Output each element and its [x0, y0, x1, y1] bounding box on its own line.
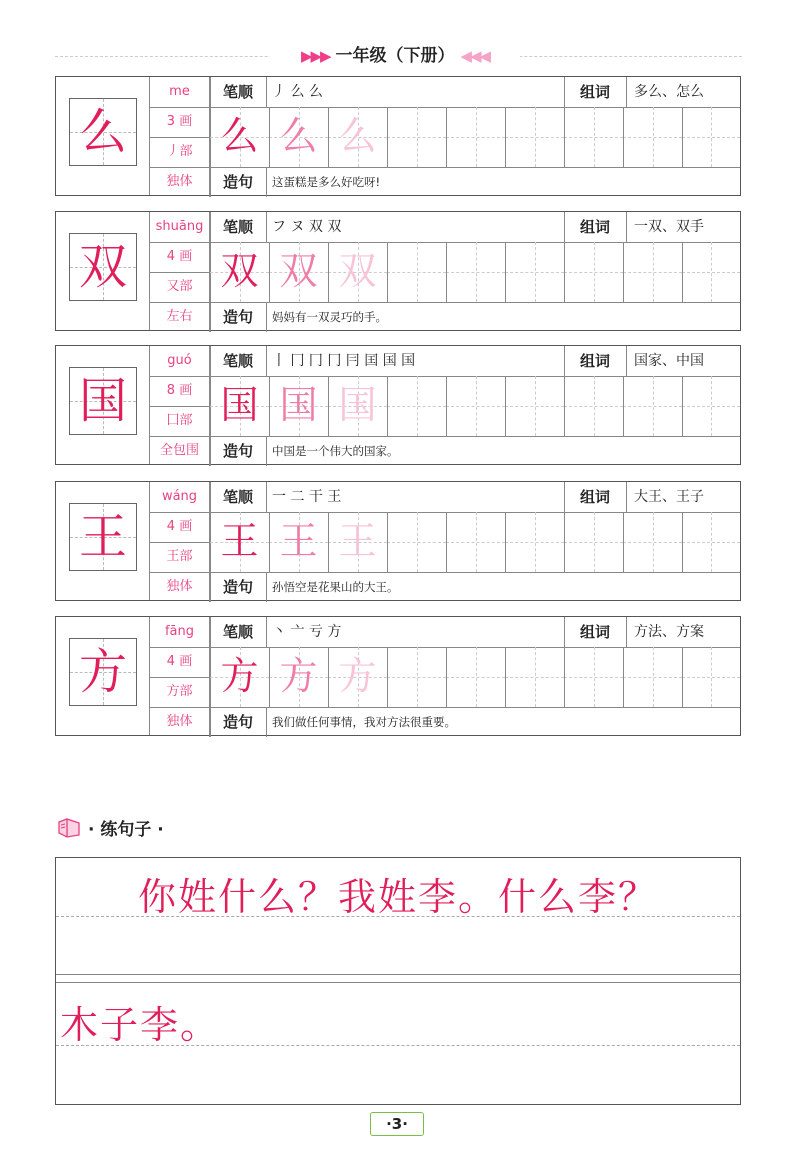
radical: 方部	[150, 677, 210, 707]
big-char-cell	[56, 346, 150, 464]
trace-character: 国	[220, 383, 259, 427]
writing-box[interactable]	[387, 107, 446, 167]
writing-box[interactable]	[387, 376, 446, 436]
structure: 独体	[150, 167, 210, 197]
stroke-order: フ ヌ 双 双	[272, 219, 342, 235]
writing-box[interactable]	[446, 376, 505, 436]
writing-box[interactable]	[328, 107, 387, 167]
page-number: 3	[391, 1115, 403, 1133]
writing-box[interactable]	[269, 376, 328, 436]
big-character: 国	[78, 373, 127, 429]
words-label: 组词	[579, 218, 610, 236]
writing-box[interactable]	[505, 242, 564, 302]
handwriting-line-1: 你姓什么？我姓李。什么李？	[138, 875, 659, 919]
writing-box[interactable]	[505, 647, 564, 707]
example-sentence: 我们做任何事情，我对方法很重要。	[272, 715, 456, 729]
character-card	[55, 76, 741, 196]
character-card	[55, 481, 741, 601]
writing-box[interactable]	[564, 242, 623, 302]
big-character: 王	[78, 509, 127, 565]
big-char-box	[69, 233, 137, 301]
header-title-box	[270, 42, 520, 70]
writing-box[interactable]	[210, 512, 269, 572]
row-divider	[56, 974, 740, 975]
header-arrows-right: ◀◀◀	[460, 47, 490, 65]
stroke-order-label: 笔顺	[222, 218, 253, 236]
writing-box[interactable]	[505, 107, 564, 167]
big-char-box	[69, 503, 137, 571]
stroke-count: 8 画	[150, 376, 210, 406]
writing-box[interactable]	[446, 647, 505, 707]
sentence-practice-box	[55, 857, 741, 1105]
structure: 独体	[150, 707, 210, 737]
stroke-order-label: 笔顺	[222, 488, 253, 506]
pinyin: wáng	[150, 482, 210, 512]
trace-character: 国	[338, 383, 377, 427]
writing-box[interactable]	[446, 512, 505, 572]
big-character: 方	[78, 644, 127, 700]
big-char-cell	[56, 212, 150, 330]
sentence-label: 造句	[222, 442, 253, 460]
writing-box[interactable]	[682, 647, 740, 707]
radical: 囗部	[150, 406, 210, 436]
trace-character: 双	[220, 249, 259, 293]
header-arrows-left: ▶▶▶	[300, 47, 330, 65]
trace-character: 双	[279, 249, 318, 293]
writing-box[interactable]	[564, 376, 623, 436]
writing-box[interactable]	[505, 512, 564, 572]
handwriting-line-2: 木子李。	[60, 1003, 221, 1047]
writing-box[interactable]	[682, 376, 740, 436]
structure: 左右	[150, 302, 210, 332]
writing-box[interactable]	[210, 242, 269, 302]
big-char-cell	[56, 482, 150, 600]
writing-box[interactable]	[387, 242, 446, 302]
stroke-count: 3 画	[150, 107, 210, 137]
pinyin: me	[150, 77, 210, 107]
trace-character: 么	[338, 114, 377, 158]
writing-box[interactable]	[564, 647, 623, 707]
trace-character: 国	[279, 383, 318, 427]
sentence-label: 造句	[222, 173, 253, 191]
structure: 全包围	[150, 436, 210, 466]
big-character: 双	[78, 239, 127, 295]
stroke-order-label: 笔顺	[222, 623, 253, 641]
example-sentence: 孙悟空是花果山的大王。	[272, 580, 399, 594]
word-combinations: 一双、双手	[634, 219, 704, 235]
words-label: 组词	[579, 623, 610, 641]
example-sentence: 中国是一个伟大的国家。	[272, 444, 399, 458]
pinyin: guó	[150, 346, 210, 376]
trace-character: 么	[279, 114, 318, 158]
words-label: 组词	[579, 488, 610, 506]
trace-character: 方	[279, 654, 318, 698]
sentence-label: 造句	[222, 578, 253, 596]
trace-character: 王	[338, 519, 377, 563]
word-combinations: 国家、中国	[634, 353, 704, 369]
big-char-cell	[56, 617, 150, 735]
writing-box[interactable]	[564, 107, 623, 167]
book-icon	[57, 817, 81, 839]
writing-box[interactable]	[269, 647, 328, 707]
writing-box[interactable]	[564, 512, 623, 572]
trace-character: 王	[279, 519, 318, 563]
trace-character: 么	[220, 114, 259, 158]
writing-box[interactable]	[446, 242, 505, 302]
big-character: 么	[78, 104, 127, 160]
big-char-box	[69, 367, 137, 435]
character-card	[55, 211, 741, 331]
writing-box[interactable]	[210, 107, 269, 167]
big-char-cell	[56, 77, 150, 195]
writing-box[interactable]	[623, 107, 682, 167]
writing-box[interactable]	[269, 107, 328, 167]
radical: 又部	[150, 272, 210, 302]
stroke-order: 丿 么 么	[272, 84, 323, 100]
trace-character: 方	[220, 654, 259, 698]
character-card	[55, 616, 741, 736]
stroke-order: 丨 冂 冂 冂 冃 囯 国 国	[272, 353, 416, 369]
word-combinations: 多么、怎么	[634, 84, 704, 100]
writing-box[interactable]	[387, 512, 446, 572]
writing-box[interactable]	[328, 242, 387, 302]
writing-box[interactable]	[446, 107, 505, 167]
row-divider	[56, 982, 740, 983]
writing-box[interactable]	[210, 376, 269, 436]
writing-box[interactable]	[623, 242, 682, 302]
writing-box[interactable]	[623, 647, 682, 707]
word-combinations: 大王、王子	[634, 489, 704, 505]
pinyin: shuāng	[150, 212, 210, 242]
section-title: · 练句子 ·	[88, 820, 164, 840]
stroke-count: 4 画	[150, 512, 210, 542]
words-label: 组词	[579, 352, 610, 370]
trace-character: 双	[338, 249, 377, 293]
writing-box[interactable]	[328, 647, 387, 707]
page-number-box: ·3·	[370, 1112, 424, 1136]
words-label: 组词	[579, 83, 610, 101]
stroke-order-label: 笔顺	[222, 83, 253, 101]
big-char-box	[69, 638, 137, 706]
writing-box[interactable]	[505, 376, 564, 436]
sentence-label: 造句	[222, 713, 253, 731]
big-char-box	[69, 98, 137, 166]
example-sentence: 这蛋糕是多么好吃呀!	[272, 175, 381, 189]
stroke-order: 丶 亠 亏 方	[272, 624, 342, 640]
writing-box[interactable]	[387, 647, 446, 707]
structure: 独体	[150, 572, 210, 602]
writing-box[interactable]	[210, 647, 269, 707]
stroke-count: 4 画	[150, 242, 210, 272]
stroke-order-label: 笔顺	[222, 352, 253, 370]
writing-box[interactable]	[682, 107, 740, 167]
writing-box[interactable]	[328, 376, 387, 436]
sentence-label: 造句	[222, 308, 253, 326]
writing-box[interactable]	[269, 512, 328, 572]
pinyin: fāng	[150, 617, 210, 647]
writing-box[interactable]	[623, 376, 682, 436]
stroke-count: 4 画	[150, 647, 210, 677]
example-sentence: 妈妈有一双灵巧的手。	[272, 310, 387, 324]
writing-box[interactable]	[328, 512, 387, 572]
writing-box[interactable]	[269, 242, 328, 302]
page-header	[0, 40, 790, 72]
writing-box[interactable]	[682, 512, 740, 572]
stroke-order: 一 二 干 王	[272, 489, 342, 505]
trace-character: 王	[220, 519, 259, 563]
word-combinations: 方法、方案	[634, 624, 704, 640]
writing-box[interactable]	[623, 512, 682, 572]
radical: 丿部	[150, 137, 210, 167]
character-card	[55, 345, 741, 465]
trace-character: 方	[338, 654, 377, 698]
page-title: 一年级（下册）	[335, 46, 455, 66]
radical: 王部	[150, 542, 210, 572]
writing-box[interactable]	[682, 242, 740, 302]
